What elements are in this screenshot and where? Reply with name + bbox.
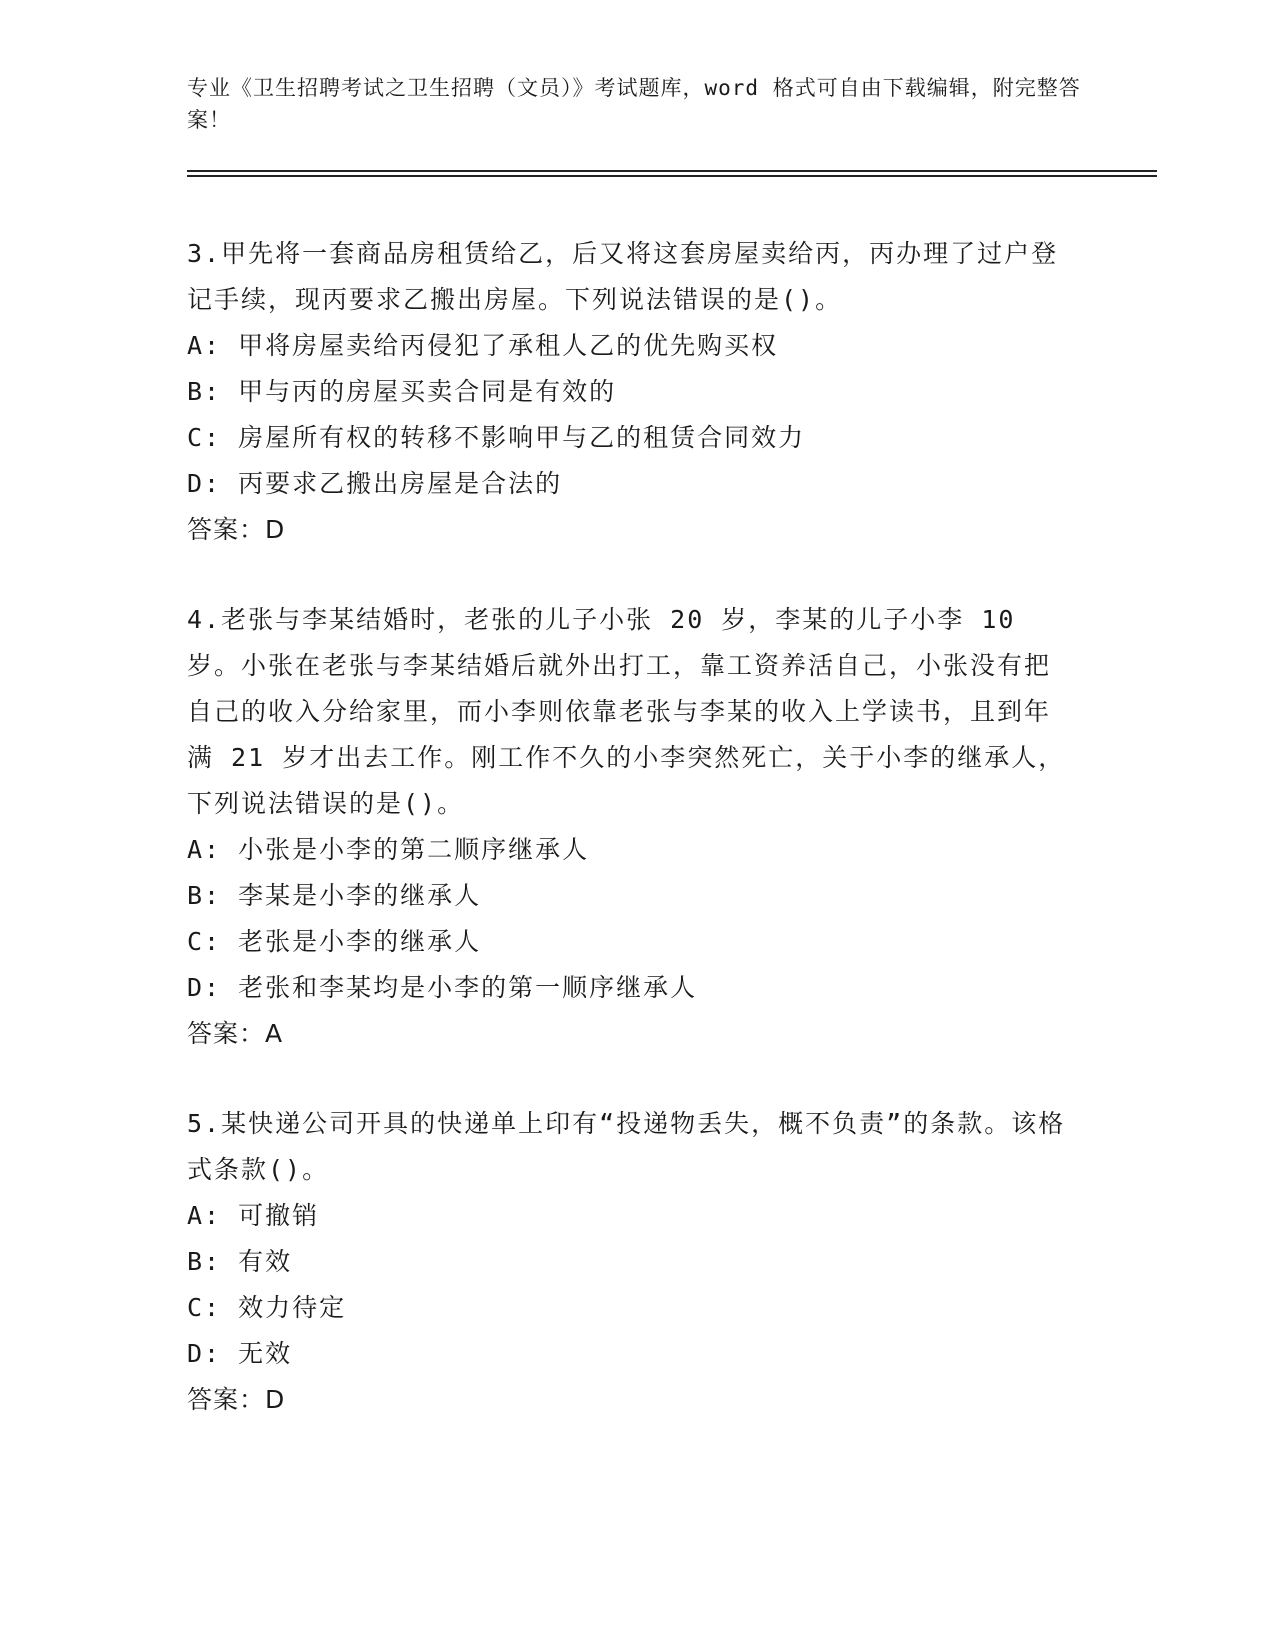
answer-line [187,507,1157,553]
question-stem: 4.老张与李某结婚时，老张的儿子小张 20 岁，李某的儿子小李 10 岁。小张在老张与李某结婚后就外出打工，靠工资养活自己，小张没有把自己的收入分给家里，而小李则依靠老张与李某的收入上学读书，且到年满 21 岁才出去工作。刚工作不久的小李突然死亡，关于小李的继承人，下列说法错误的是()。 [187,605,1066,818]
answer-line [187,1377,1157,1423]
option-b: B: 有效 [187,1247,293,1276]
option-b: B: 甲与丙的房屋买卖合同是有效的 [187,377,617,406]
option-d: D: 无效 [187,1339,293,1368]
answer-value: D [265,515,286,544]
option-c: C: 效力待定 [187,1293,347,1322]
question-stem: 5.某快递公司开具的快递单上印有“投递物丢失，概不负责”的条款。该格式条款()。 [187,1109,1066,1184]
option-c: C: 房屋所有权的转移不影响甲与乙的租赁合同效力 [187,423,806,452]
question-stem: 3.甲先将一套商品房租赁给乙，后又将这套房屋卖给丙，丙办理了过户登记手续，现丙要求乙搬出房屋。下列说法错误的是()。 [187,239,1059,314]
question-5 [187,1101,1157,1423]
answer-label: 答案： [187,1019,266,1048]
option-a: A: 小张是小李的第二顺序继承人 [187,835,590,864]
answer-line [187,1011,1157,1057]
answer-value: A [265,1019,284,1048]
header-divider [187,170,1157,177]
answer-label: 答案： [187,515,266,544]
option-a: A: 可撤销 [187,1201,320,1230]
document-header: 专业《卫生招聘考试之卫生招聘（文员）》考试题库，word 格式可自由下载编辑，附完整答案！ [187,76,1081,132]
question-4 [187,597,1157,1057]
option-c: C: 老张是小李的继承人 [187,927,482,956]
option-d: D: 老张和李某均是小李的第一顺序继承人 [187,973,698,1002]
question-3 [187,231,1157,553]
answer-label: 答案： [187,1385,266,1414]
option-b: B: 李某是小李的继承人 [187,881,482,910]
answer-value: D [265,1385,286,1414]
option-a: A: 甲将房屋卖给丙侵犯了承租人乙的优先购买权 [187,331,779,360]
document-page [187,72,1157,1423]
option-d: D: 丙要求乙搬出房屋是合法的 [187,469,563,498]
